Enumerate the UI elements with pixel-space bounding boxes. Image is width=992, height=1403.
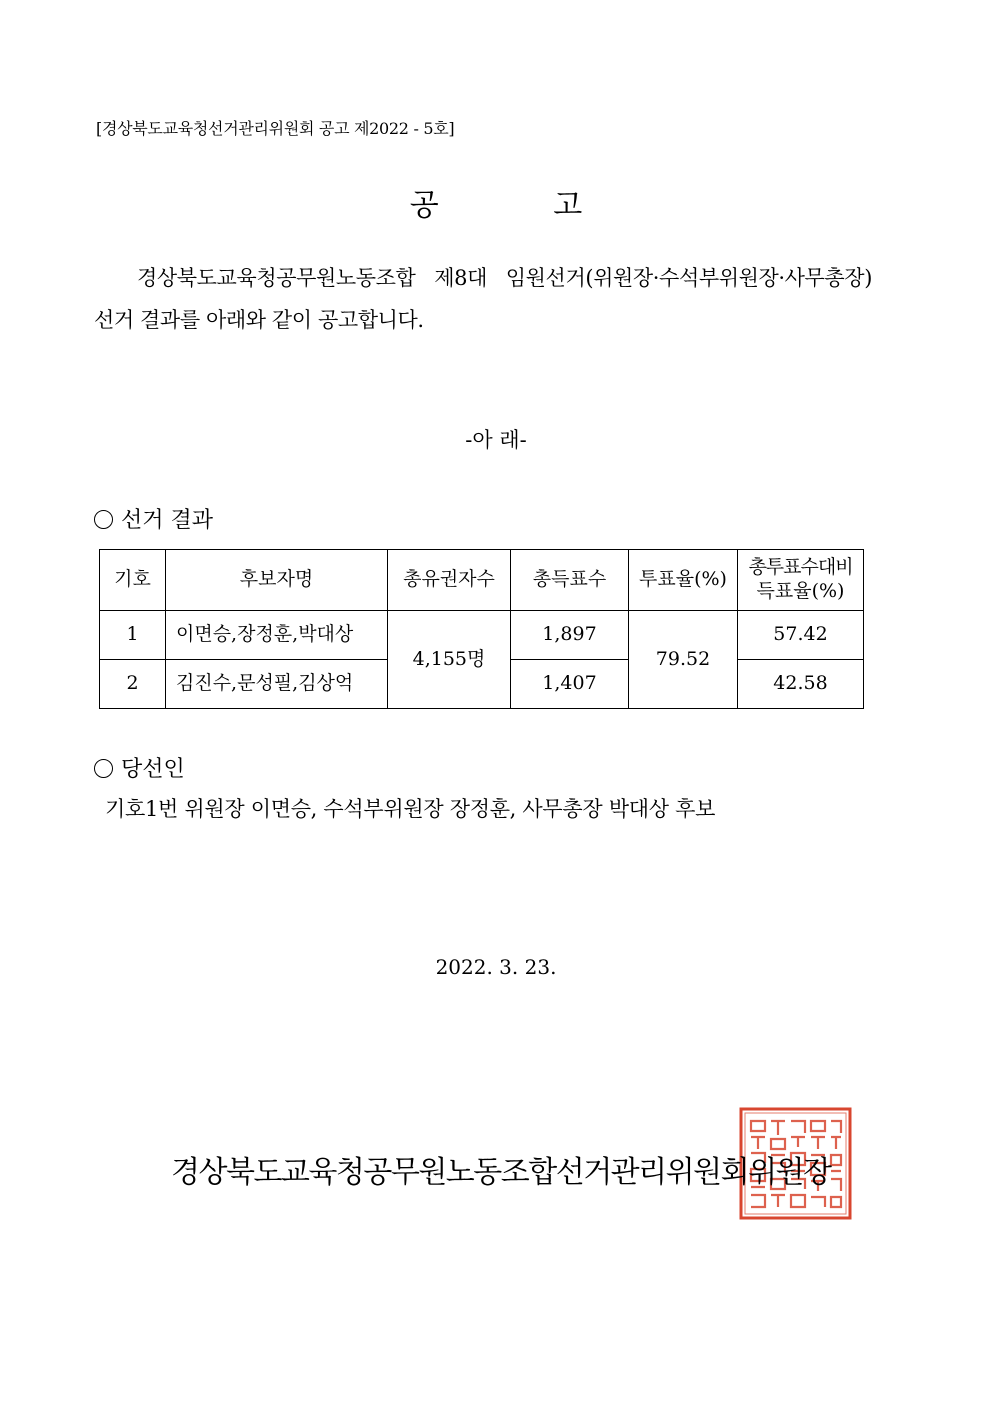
header-total-voters: 총유권자수 <box>388 550 511 611</box>
header-turnout: 투표율(%) <box>629 550 738 611</box>
cell-total-voters: 4,155명 <box>388 611 511 709</box>
section-winners-title: 당선인 <box>121 757 185 782</box>
cell-number: 1 <box>100 611 166 660</box>
section-winners-heading <box>94 752 185 783</box>
circle-bullet-icon <box>94 759 113 778</box>
section-results-title: 선거 결과 <box>121 508 214 533</box>
notice-number: [경상북도교육청선거관리위원회 공고 제2022 - 5호] <box>96 119 455 138</box>
header-candidates: 후보자명 <box>166 550 388 611</box>
section-results-heading <box>94 503 213 534</box>
circle-bullet-icon <box>94 510 113 529</box>
table-row <box>100 611 864 660</box>
cell-share: 42.58 <box>738 660 864 709</box>
cell-votes: 1,407 <box>511 660 629 709</box>
signature-line: 경상북도교육청공무원노동조합선거관리위원회위원장 <box>171 1155 831 1190</box>
cell-turnout: 79.52 <box>629 611 738 709</box>
election-result-table <box>99 549 864 709</box>
document-title: 공 고 <box>409 188 583 223</box>
header-vote-share <box>738 550 864 611</box>
cell-candidates: 이면승,장정훈,박대상 <box>166 611 388 660</box>
cell-share: 57.42 <box>738 611 864 660</box>
announcement-text-line2: 선거 결과를 아래와 같이 공고합니다. <box>94 308 424 332</box>
seal-border <box>741 1109 850 1218</box>
cell-votes: 1,897 <box>511 611 629 660</box>
announcement-date: 2022. 3. 23. <box>435 955 557 979</box>
official-seal-icon <box>739 1107 852 1220</box>
seal-glyphs <box>751 1121 841 1207</box>
cell-number: 2 <box>100 660 166 709</box>
below-label: -아 래- <box>465 428 527 452</box>
table-header-row <box>100 550 864 611</box>
announcement-text-line1: 경상북도교육청공무원노동조합 제8대 임원선거(위원장·수석부위원장·사무총장) <box>137 266 872 290</box>
header-total-votes: 총득표수 <box>511 550 629 611</box>
winners-text: 기호1번 위원장 이면승, 수석부위원장 장정훈, 사무총장 박대상 후보 <box>105 797 716 821</box>
cell-candidates: 김진수,문성필,김상억 <box>166 660 388 709</box>
header-number: 기호 <box>100 550 166 611</box>
header-vote-share-line2: 득표율(%) <box>756 580 845 602</box>
header-vote-share-line1: 총투표수대비 <box>748 556 853 579</box>
